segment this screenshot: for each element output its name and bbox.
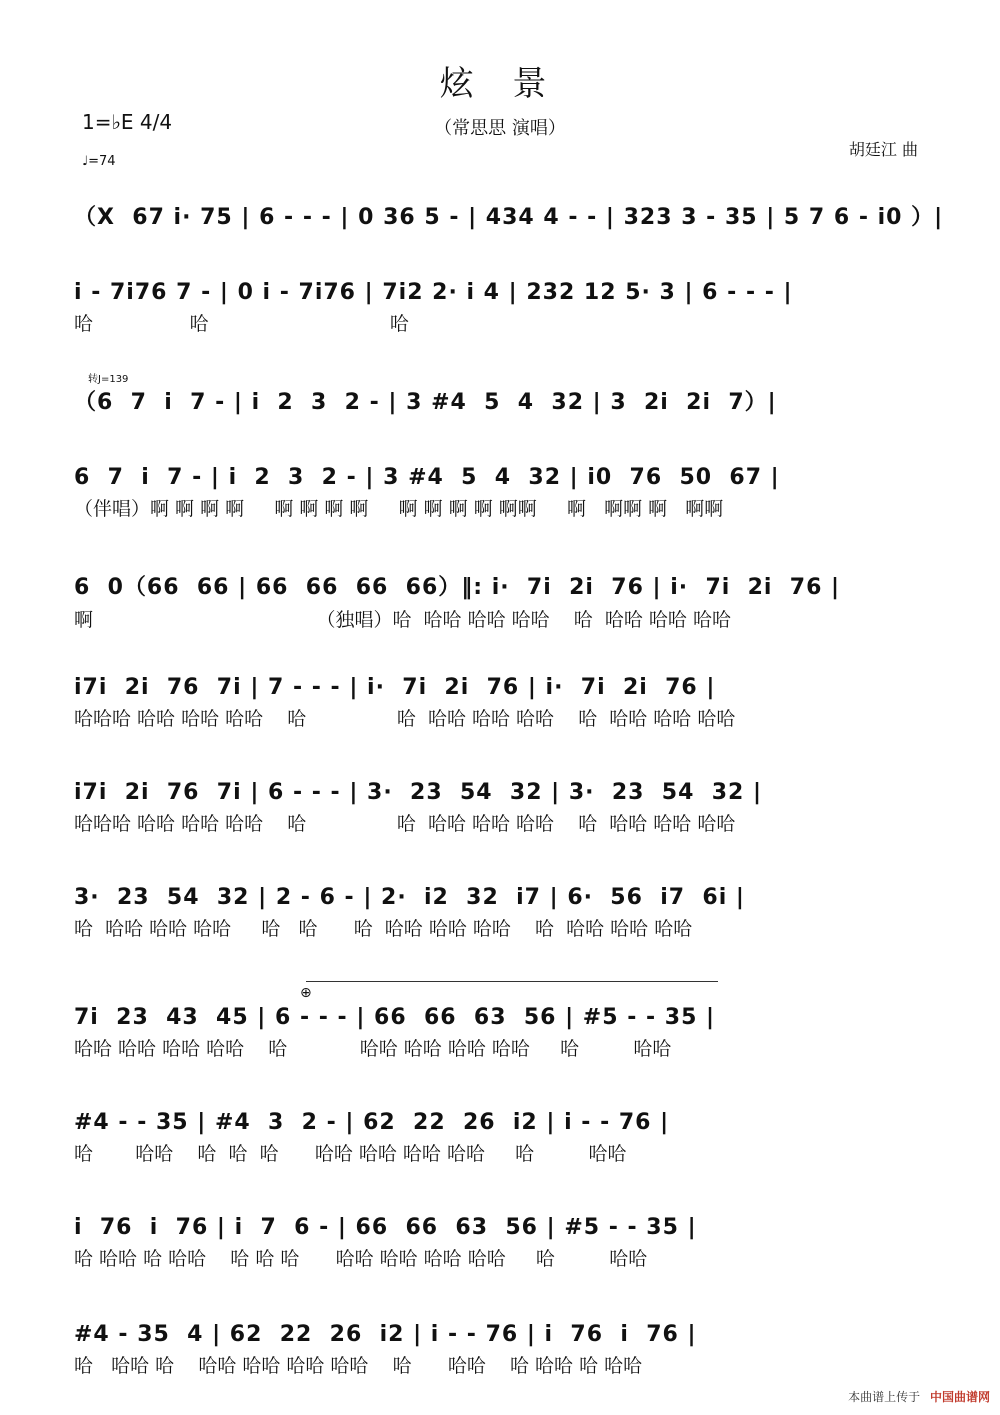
score-notes: 7i 23 43 45 | 6 - - - | 66 66 63 56 | #5 - - 35 | [74, 1005, 716, 1030]
score-notes: #4 - 35 4 | 62 22 26 i2 | i - - 76 | i 76 i 76 | [74, 1322, 697, 1347]
volta-bracket [306, 981, 718, 982]
tempo-marking: ♩=74 [82, 154, 116, 169]
score-line [74, 570, 926, 632]
score-line [74, 1110, 926, 1166]
upload-note: 本曲谱上传于 [848, 1390, 921, 1404]
score-line [74, 1215, 926, 1271]
footer [848, 1388, 990, 1405]
score-lyrics: 哈哈哈 哈哈 哈哈 哈哈 哈 哈 哈哈 哈哈 哈哈 哈 哈哈 哈哈 哈哈 [74, 813, 736, 835]
score-notes: 3· 23 54 32 | 2 - 6 - | 2· i2 32 i7 | 6· 56 i7 6i | [74, 885, 745, 910]
score-notes: i7i 2i 76 7i | 7 - - - | i· 7i 2i 76 | i· 7i 2i 76 | [74, 675, 716, 700]
score-notes: i7i 2i 76 7i | 6 - - - | 3· 23 54 32 | 3· 23 54 32 | [74, 780, 763, 805]
score-lyrics: 哈哈 哈哈 哈哈 哈哈 哈 哈哈 哈哈 哈哈 哈哈 哈 哈哈 [74, 1038, 672, 1060]
score-notes: 6 7 i 7 - | i 2 3 2 - | 3 #4 5 4 32 | i0 76 50 67 | [74, 465, 780, 490]
score-line [74, 675, 926, 731]
composer-credit: 胡廷江 曲 [848, 140, 918, 159]
score-line [74, 885, 926, 941]
score-notes: i - 7i76 7 - | 0 i - 7i76 | 7i2 2· i 4 | 232 12 5· 3 | 6 - - - | [74, 280, 793, 305]
score-notes: #4 - - 35 | #4 3 2 - | 62 22 26 i2 | i - - 76 | [74, 1110, 670, 1135]
tempo-change-mark: 转J=139 [88, 374, 129, 385]
score-lyrics: 哈 哈哈 哈哈 哈哈 哈 哈 哈 哈哈 哈哈 哈哈 哈 哈哈 哈哈 哈哈 [74, 918, 693, 940]
score-line [74, 280, 926, 336]
score-lyrics: 哈 哈 哈 [74, 313, 409, 335]
segno-icon: ⊕ [300, 985, 312, 1001]
score-notes: （X 67 i· 75 | 6 - - - | 0 36 5 - | 434 4 - - | 323 3 - 35 | 5 7 6 - i0 ）| [74, 205, 944, 230]
score-lyrics: （伴唱）啊 啊 啊 啊 啊 啊 啊 啊 啊 啊 啊 啊 啊啊 啊 啊啊 啊 啊啊 [74, 498, 724, 520]
score-line [74, 465, 926, 521]
score-lyrics: 哈 哈哈 哈 哈哈 哈 哈 哈 哈哈 哈哈 哈哈 哈哈 哈 哈哈 [74, 1248, 648, 1270]
score-line [74, 385, 926, 416]
score-notes: 6 0（66 66 | 66 66 66 66）‖: i· 7i 2i 76 | i· 7i 2i 76 | [74, 575, 841, 600]
score-line [74, 200, 944, 231]
score-lyrics: 哈 哈哈 哈 哈 哈 哈哈 哈哈 哈哈 哈哈 哈 哈哈 [74, 1143, 627, 1165]
performer-credit: （常思思 演唱） [434, 118, 566, 139]
site-brand: 中国曲谱网 [929, 1390, 990, 1404]
key-signature: 1=♭E 4/4 [82, 110, 173, 134]
score-notes: i 76 i 76 | i 7 6 - | 66 66 63 56 | #5 - - 35 | [74, 1215, 697, 1240]
score-line [74, 780, 926, 836]
score-lyrics: 啊 （独唱）哈 哈哈 哈哈 哈哈 哈 哈哈 哈哈 哈哈 [74, 609, 731, 631]
score-line [74, 1005, 926, 1061]
score-lyrics: 哈 哈哈 哈 哈哈 哈哈 哈哈 哈哈 哈 哈哈 哈 哈哈 哈 哈哈 [74, 1355, 643, 1377]
score-notes: （6 7 i 7 - | i 2 3 2 - | 3 #4 5 4 32 | 3 2i 2i 7）| [74, 390, 777, 415]
score-lyrics: 哈哈哈 哈哈 哈哈 哈哈 哈 哈 哈哈 哈哈 哈哈 哈 哈哈 哈哈 哈哈 [74, 708, 736, 730]
song-title: 炫 景 [439, 64, 561, 104]
score-line [74, 1322, 926, 1378]
